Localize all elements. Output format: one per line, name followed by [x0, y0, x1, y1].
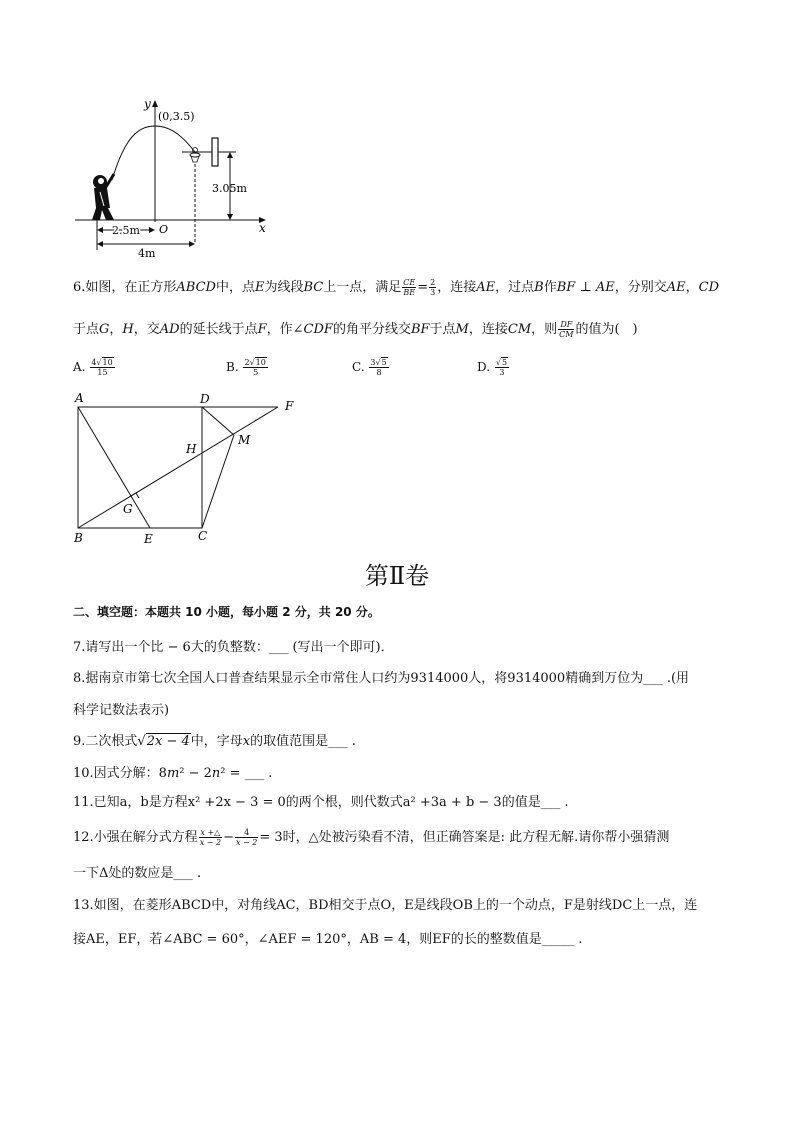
apex-label: (0,3.5): [158, 110, 195, 123]
var: H: [122, 322, 134, 337]
option-fraction: $\frac{2√10}{5}$: [244, 358, 266, 377]
label-F: F: [285, 399, 294, 413]
text: 作: [543, 280, 557, 295]
var: m: [166, 766, 180, 781]
text: ，过点: [495, 280, 535, 295]
var: CDF: [303, 322, 333, 337]
text: ，交: [133, 322, 160, 337]
label-A: A: [75, 391, 84, 405]
num: 2: [430, 278, 436, 287]
q6-line2: [73, 318, 638, 339]
fraction-1: [199, 828, 222, 847]
label-C: C: [198, 529, 208, 543]
q11: 11.已知a，b是方程x² +2x − 3 = 0的两个根，则代数式a² +3a + b − 3的值是___ .: [73, 795, 569, 810]
q10: [73, 762, 272, 781]
q12-line2: 一下Δ处的数应是___ .: [73, 866, 202, 881]
option-d[interactable]: [477, 358, 510, 377]
rad: 5: [501, 358, 508, 367]
den: BE: [403, 288, 416, 297]
num: x +△: [200, 828, 221, 837]
q8-line1: 8.据南京市第七次全国人口普查结果显示全市常住人口约为9314000人，将9314000精确到万位为___ .(用: [73, 671, 690, 686]
text: = 3时，△处被污染看不清，但正确答案是: 此方程无解.请你帮小强猜测: [259, 830, 670, 845]
option-label: B.: [226, 360, 239, 374]
backboard: [212, 138, 218, 166]
den: CM: [559, 330, 574, 339]
option-a[interactable]: [73, 358, 116, 377]
var: AD: [159, 322, 180, 337]
trajectory-curve: [112, 126, 195, 180]
text: 的角平分线交: [332, 322, 411, 337]
label-B: B: [74, 531, 83, 545]
text: ² = ___ .: [220, 766, 273, 781]
den: 15: [97, 368, 108, 377]
label-H: H: [186, 442, 197, 456]
var: G: [99, 322, 110, 337]
q13-line2: 接AE，EF，若∠ABC = 60°，∠AEF = 120°，AB = 4，则EF的长的整数值是_____ .: [73, 932, 583, 947]
num: DF: [558, 320, 574, 330]
den: 3: [430, 288, 436, 297]
text: 10.因式分解：8: [73, 766, 167, 781]
basketball-figure: [70, 92, 280, 262]
option-b[interactable]: [226, 358, 269, 377]
text: ，: [109, 322, 123, 337]
radicand: 2x − 4: [146, 734, 190, 749]
fraction-df-cm: [558, 320, 574, 339]
var: CD: [698, 280, 719, 295]
text: 如图，在正方形: [85, 280, 177, 295]
section2-header: 二、填空题：本题共 10 小题，每小题 2 分，共 20 分。: [73, 605, 380, 619]
q9: 9.二次根式√2x − 4中，字母x的取值范围是___ .: [73, 734, 356, 749]
text: 9.二次根式: [73, 734, 138, 749]
num: 4: [235, 828, 258, 838]
q7: 7.请写出一个比 − 6大的负整数：___ (写出一个即可)．: [73, 640, 394, 655]
square-geometry-figure: [70, 390, 310, 550]
option-c[interactable]: [352, 358, 390, 377]
var: BC: [303, 280, 324, 295]
dist2-label: 4m: [138, 247, 156, 260]
text: 的延长线于点: [179, 322, 258, 337]
text: 的取值范围是___ .: [250, 734, 356, 749]
option-label: A.: [73, 360, 86, 374]
option-fraction: $\frac{3√5}{8}$: [370, 358, 387, 377]
q6-line1: [73, 276, 719, 297]
fraction-2-3: [429, 278, 436, 297]
q12-line1: [73, 826, 669, 847]
num: CE: [403, 278, 416, 287]
text: ，作∠: [266, 322, 304, 337]
den: 8: [376, 368, 382, 377]
fraction-ce-be: [402, 278, 416, 297]
text: ，分别交: [614, 280, 667, 295]
text: 12.小强在解分式方程: [73, 830, 198, 845]
text: 为线段: [264, 280, 304, 295]
q13-line1: 13.如图，在菱形ABCD中，对角线AC，BD相交于点O，E是线段OB上的一个动点，F是射线DC上一点，连: [73, 898, 698, 913]
text: ，连接: [468, 322, 508, 337]
dist1-label: 2.5m: [112, 224, 140, 237]
text: −: [223, 830, 234, 845]
x-axis-label: x: [259, 221, 266, 235]
label-D: D: [200, 392, 210, 406]
option-fraction: $\frac{√5}{3}$: [495, 358, 508, 377]
den: 5: [253, 368, 259, 377]
var: AE: [476, 280, 496, 295]
text: 上一点，满足: [323, 280, 402, 295]
q6-number: 6.: [73, 280, 86, 295]
var: E: [255, 280, 265, 295]
label-E: E: [144, 532, 153, 546]
y-axis-label: y: [144, 97, 151, 111]
var: BF ⊥ AE: [556, 280, 615, 295]
var: ABCD: [176, 280, 216, 295]
var: n: [211, 766, 221, 781]
var: AE: [666, 280, 686, 295]
label-G: G: [123, 502, 133, 516]
den: x − 2: [235, 838, 258, 847]
option-fraction: $\frac{4√10}{15}$: [91, 358, 113, 377]
var: BF: [410, 322, 430, 337]
text: 于点: [73, 322, 100, 337]
q8-line2: 科学记数法表示): [73, 703, 170, 718]
text: 中，点: [215, 280, 255, 295]
fraction-2: [235, 828, 258, 847]
text: ，: [685, 280, 699, 295]
text: 的值为( ): [575, 322, 638, 337]
option-label: D.: [477, 360, 491, 374]
section-title: 第Ⅱ卷: [364, 562, 430, 590]
coef: 3: [370, 358, 376, 367]
rad: 5: [381, 358, 387, 367]
text: 于点: [429, 322, 456, 337]
text: ² − 2: [179, 766, 212, 781]
den: x − 2: [199, 838, 222, 847]
var: x: [242, 734, 251, 749]
coef: 2: [244, 358, 250, 367]
player-figure: [92, 174, 114, 220]
var: M: [455, 322, 469, 337]
var: F: [257, 322, 267, 337]
label-M: M: [238, 433, 251, 447]
text: ，连接: [437, 280, 477, 295]
origin-label: O: [159, 223, 169, 236]
coef: 4: [91, 358, 97, 367]
den: 3: [499, 368, 505, 377]
rad: 10: [255, 358, 266, 367]
text: =: [417, 280, 429, 295]
var: CM: [507, 322, 532, 337]
option-label: C.: [352, 360, 365, 374]
text: ，则: [531, 322, 558, 337]
text: 中，字母: [190, 734, 243, 749]
height-label: 3.05m: [212, 182, 247, 195]
rad: 10: [102, 358, 113, 367]
var: B: [534, 280, 544, 295]
